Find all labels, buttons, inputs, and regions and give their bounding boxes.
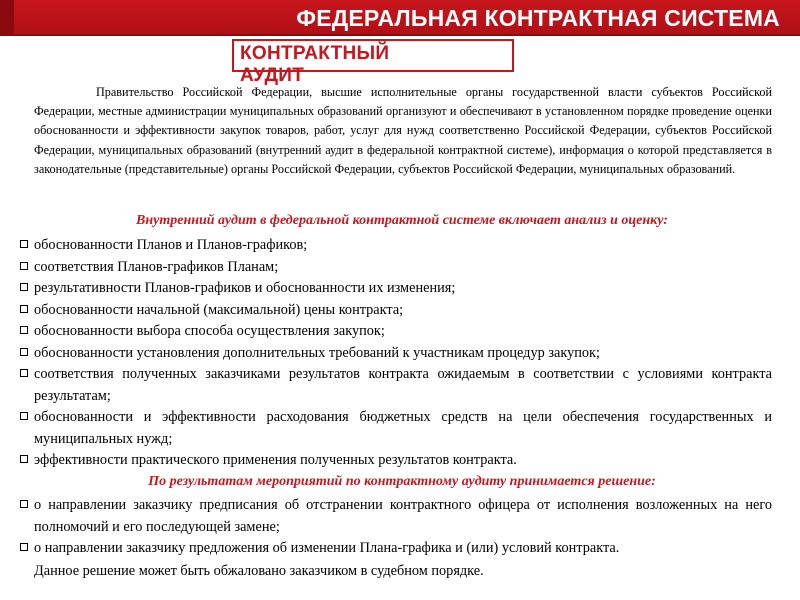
section-badge bbox=[232, 39, 514, 86]
decision-list bbox=[20, 495, 772, 560]
checkbox-bullet-icon bbox=[20, 412, 28, 420]
list-item: соответствия Планов-графиков Планам; bbox=[20, 257, 772, 279]
audit-heading: Внутренний аудит в федеральной контрактной системе включает анализ и оценку: bbox=[136, 213, 668, 228]
checkbox-bullet-icon bbox=[20, 455, 28, 463]
audit-list bbox=[20, 235, 772, 472]
checkbox-bullet-icon bbox=[20, 500, 28, 508]
list-item: о направлении заказчику предложения об изменении Плана-графика и (или) условий контракта. bbox=[20, 538, 772, 560]
checkbox-bullet-icon bbox=[20, 240, 28, 248]
section-badge-label: КОНТРАКТНЫЙ АУДИТ bbox=[240, 43, 390, 86]
list-item: обоснованности выбора способа осуществления закупок; bbox=[20, 321, 772, 343]
list-item: соответствия полученных заказчиками результатов контракта ожидаемым в соответствии с условиями контракта результатам; bbox=[20, 364, 772, 407]
checkbox-bullet-icon bbox=[20, 262, 28, 270]
list-item: обоснованности начальной (максимальной) цены контракта; bbox=[20, 300, 772, 322]
list-item: результативности Планов-графиков и обоснованности их изменения; bbox=[20, 278, 772, 300]
checkbox-bullet-icon bbox=[20, 369, 28, 377]
page-title: ФЕДЕРАЛЬНАЯ КОНТРАКТНАЯ СИСТЕМА bbox=[296, 5, 780, 31]
list-item: обоснованности Планов и Планов-графиков; bbox=[20, 235, 772, 257]
decision-heading: По результатам мероприятий по контрактному аудиту принимается решение: bbox=[148, 474, 656, 489]
list-item: о направлении заказчику предписания об отстранении контрактного офицера от исполнения возложенных на него полномочий и его последующей замене; bbox=[20, 495, 772, 538]
header-accent bbox=[0, 0, 14, 36]
list-item: обоснованности установления дополнительных требований к участникам процедур закупок; bbox=[20, 343, 772, 365]
checkbox-bullet-icon bbox=[20, 305, 28, 313]
checkbox-bullet-icon bbox=[20, 326, 28, 334]
checkbox-bullet-icon bbox=[20, 283, 28, 291]
intro-paragraph: Правительство Российской Федерации, высшие исполнительные органы государственной власти субъектов Российской Федерации, местные администрации муниципальных образований организуют и обеспечивают в установленном порядке проведение оценки обоснованности и эффективности закупок товаров, работ, услуг для нужд соответственно Российской Федерации, субъектов Российской Федерации, муниципальных образований (внутренний аудит в федеральной контрактной системе), информация о которой представляется в законодательные (представительные) органы Российской Федерации, субъектов Российской Федерации, муниципальных образований. bbox=[34, 85, 772, 176]
checkbox-bullet-icon bbox=[20, 348, 28, 356]
header-bar bbox=[0, 0, 800, 36]
list-item: эффективности практического применения полученных результатов контракта. bbox=[20, 450, 772, 472]
appeal-note: Данное решение может быть обжаловано заказчиком в судебном порядке. bbox=[34, 563, 484, 579]
checkbox-bullet-icon bbox=[20, 543, 28, 551]
list-item: обоснованности и эффективности расходования бюджетных средств на цели обеспечения государственных и муниципальных нужд; bbox=[20, 407, 772, 450]
